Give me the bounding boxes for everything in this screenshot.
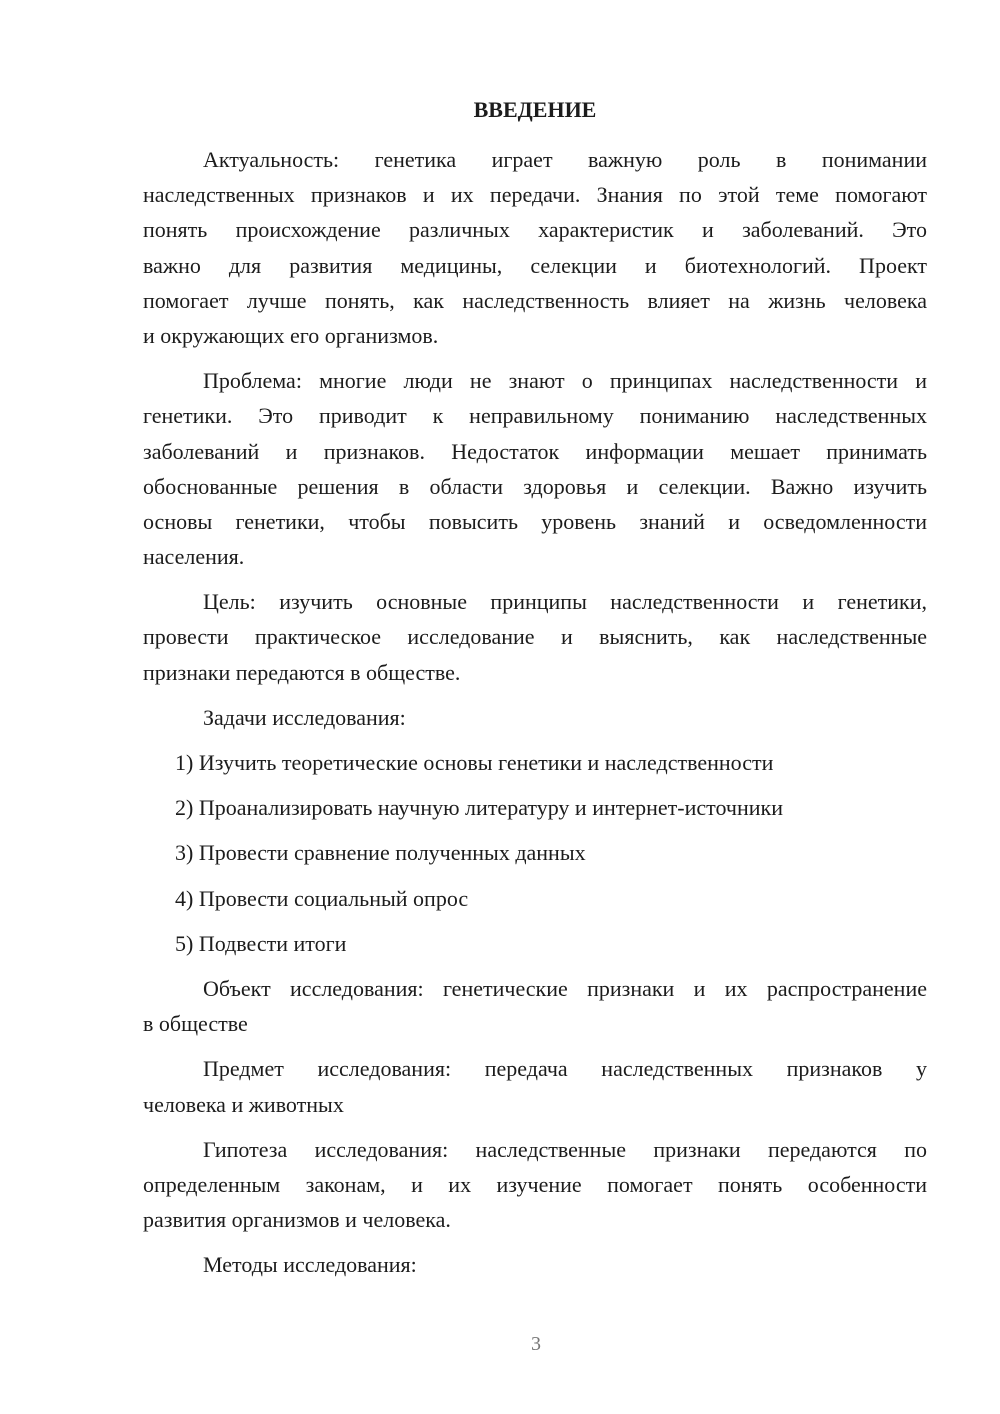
- text-line: Актуальность: генетика играет важную роль в понимании: [203, 147, 927, 172]
- paragraph: [143, 1132, 927, 1238]
- list-item: [143, 881, 927, 916]
- text-line: Цель: изучить основные принципы наследственности и генетики,: [203, 589, 927, 615]
- list-item: [143, 835, 927, 870]
- page-number: 3: [531, 1333, 541, 1355]
- text-line: Объект исследования: генетические признаки и их распространение: [203, 975, 927, 1001]
- text-line: 4) Провести социальный опрос: [175, 885, 469, 911]
- text-line: провести практическое исследование и выяснить, как наследственные: [143, 624, 927, 650]
- text-line: важно для развития медицины, селекции и биотехнологий. Проект: [143, 252, 927, 278]
- text-line: определенным законам, и их изучение помогает понять особенности: [143, 1171, 927, 1197]
- list-item: [143, 745, 927, 780]
- list-item: [143, 926, 927, 961]
- text-line: 1) Изучить теоретические основы генетики и наследственности: [175, 750, 774, 775]
- text-line: Задачи исследования:: [203, 704, 406, 730]
- paragraph: [143, 1051, 927, 1121]
- text-line: Предмет исследования: передача наследственных признаков у: [203, 1056, 927, 1082]
- text-line: 2) Проанализировать научную литературу и интернет-источники: [175, 795, 783, 821]
- text-line: населения.: [143, 544, 245, 570]
- paragraph: [143, 1247, 927, 1282]
- text-line: заболеваний и признаков. Недостаток информации мешает принимать: [143, 438, 927, 464]
- text-line: Проблема: многие люди не знают о принципах наследственности и: [203, 368, 927, 394]
- paragraph: [143, 142, 927, 353]
- text-line: 5) Подвести итоги: [175, 930, 347, 956]
- paragraph: [143, 700, 927, 735]
- text-line: наследственных признаков и их передачи. Знания по этой теме помогают: [143, 182, 927, 208]
- text-line: основы генетики, чтобы повысить уровень знаний и осведомленности: [143, 508, 927, 534]
- text-line: развития организмов и человека.: [143, 1207, 451, 1233]
- paragraph: [143, 584, 927, 690]
- text-line: Гипотеза исследования: наследственные признаки передаются по: [203, 1136, 927, 1162]
- text-line: генетики. Это приводит к неправильному пониманию наследственных: [143, 403, 927, 429]
- paragraph: [143, 971, 927, 1041]
- paragraph: [143, 363, 927, 574]
- text-line: понять происхождение различных характеристик и заболеваний. Это: [143, 217, 927, 243]
- text-line: человека и животных: [143, 1091, 344, 1117]
- text-line: Методы исследования:: [203, 1252, 417, 1278]
- section-title: ВВЕДЕНИЕ: [473, 97, 597, 122]
- text-line: обоснованные решения в области здоровья и селекции. Важно изучить: [143, 473, 927, 499]
- text-line: признаки передаются в обществе.: [143, 659, 461, 685]
- list-item: [143, 790, 927, 825]
- document-page: [143, 92, 927, 1292]
- text-line: помогает лучше понять, как наследственность влияет на жизнь человека: [143, 287, 927, 313]
- text-line: и окружающих его организмов.: [143, 322, 439, 348]
- text-line: в обществе: [143, 1011, 248, 1037]
- document-body: [143, 142, 927, 1282]
- text-line: 3) Провести сравнение полученных данных: [175, 840, 586, 866]
